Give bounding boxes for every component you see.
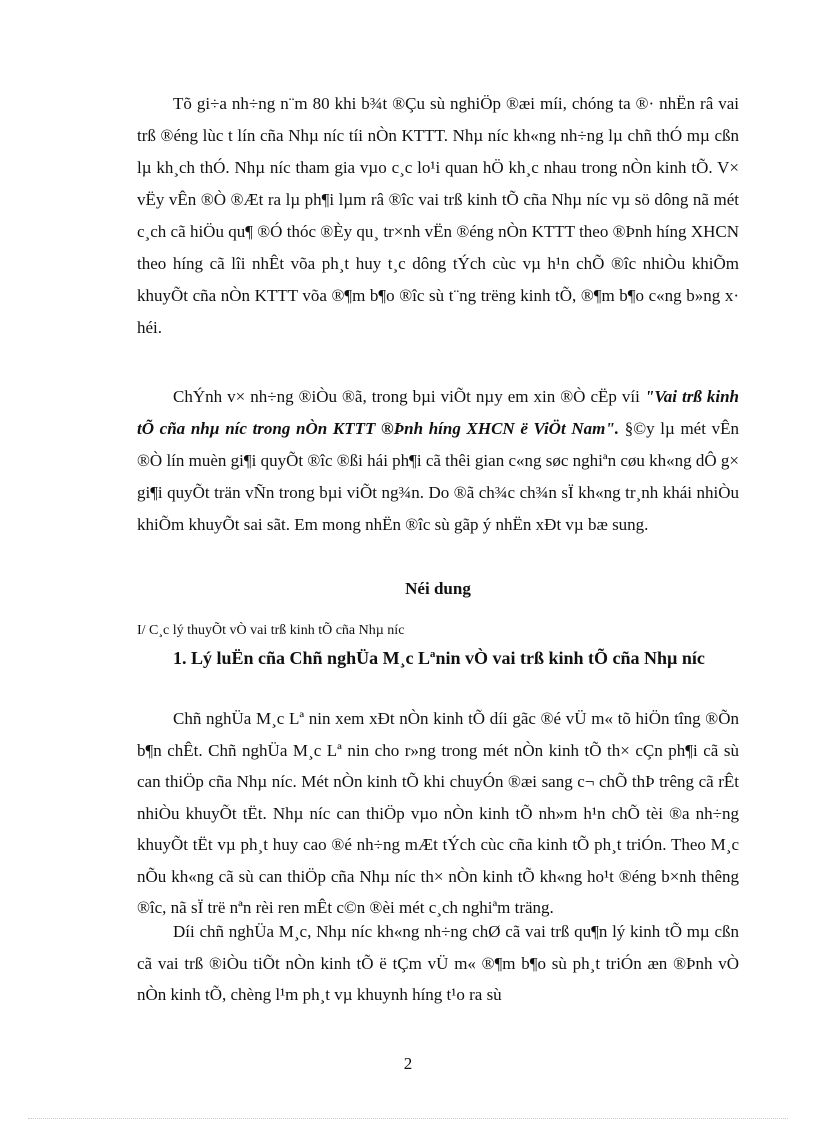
essay-title-emphasis: "Vai trß kinh tÕ cña nhµ níc trong nÒn KTTT ®Þnh híng XHCN ë ViÖt Nam".: [137, 387, 739, 438]
intro-paragraph-2: [137, 381, 739, 541]
page-bottom-divider: [28, 1118, 788, 1119]
intro-paragraph-2-start: ChÝnh v× nh÷ng ®iÒu ®ã, trong bµi viÕt nµy em xin ®Ò cËp víi: [173, 387, 645, 406]
content-heading: Néi dung: [405, 579, 471, 598]
intro-paragraph-2-end: §©y lµ mét vÊn ®Ò lín muèn gi¶i quyÕt ®îc ®ßi hái ph¶i cã thêi gian c«ng søc nghiªn cøu kh«ng dÔ g× gi¶i quyÕt trän vÑn trong bµi viÕt ng¾n. Do ®ã ch¾c ch¾n sÏ kh«ng tr¸nh khái nhiÒu khiÕm khuyÕt sai sãt. Em mong nhËn ®îc sù gãp ý nhËn xÐt vµ bæ sung.: [137, 419, 739, 534]
paragraph-3: Chñ nghÜa M¸c Lª nin xem xÐt nÒn kinh tÕ díi gãc ®é vÜ m« tõ hiÖn tîng ®Õn b¶n chÊt. Chñ nghÜa M¸c Lª nin cho r»ng trong mét nÒn kinh tÕ th× cÇn ph¶i cã sù can thiÖp cña Nhµ níc. Mét nÒn kinh tÕ khi chuyÓn ®æi sang c¬ chÕ thÞ trêng cã rÊt nhiÒu khuyÕt tËt. Nhµ níc can thiÖp vµo nÒn kinh tÕ nh»m h¹n chÕ tèi ®a nh÷ng khuyÕt tËt vµ ph¸t huy cao ®é nh÷ng mÆt tÝch cùc cña kinh tÕ ph¸t triÓn. Theo M¸c nÕu kh«ng cã sù can thiÖp cña Nhµ níc th× nÒn kinh tÕ kh«ng ho¹t ®éng b×nh thêng ®îc, nã sÏ trë nªn rèi ren mÊt c©n ®èi mét c¸ch nghiªm träng.: [137, 709, 739, 917]
section-1-heading: I/ C¸c lý thuyÕt vÒ vai trß kinh tÕ cña Nhµ níc: [137, 623, 405, 638]
paragraph-4: Díi chñ nghÜa M¸c, Nhµ níc kh«ng nh÷ng chØ cã vai trß qu¶n lý kinh tÕ mµ cßn cã vai trß ®iÒu tiÕt nÒn kinh tÕ ë tÇm vÜ m« ®¶m b¶o sù ph¸t triÓn æn ®Þnh vÒ nÒn kinh tÕ, chèng l¹m ph¸t vµ khuynh híng t¹o ra sù: [137, 922, 739, 1004]
page-number: 2: [403, 1054, 413, 1073]
subsection-1-heading: 1. Lý luËn cña Chñ nghÜa M¸c Lªnin vÒ vai trß kinh tÕ cña Nhµ níc: [173, 648, 705, 668]
intro-paragraph-1: Tõ gi÷a nh÷ng n¨m 80 khi b¾t ®Çu sù nghiÖp ®æi míi, chóng ta ®· nhËn râ vai trß ®éng lùc t lín cña Nhµ níc tíi nÒn KTTT. Nhµ níc kh«ng nh÷ng lµ chñ thÓ mµ cßn lµ kh¸ch thÓ. Nhµ níc tham gia vµo c¸c lo¹i quan hÖ kh¸c nhau trong nÒn kinh tÕ. V× vËy vÊn ®Ò ®Æt ra lµ ph¶i lµm râ ®îc vai trß kinh tÕ cña Nhµ níc vµ sö dông nã mét c¸ch cã hiÖu qu¶ ®Ó thóc ®Èy qu¸ tr×nh vËn ®éng nÒn KTTT theo ®Þnh híng XHCN theo híng cã lîi nhÊt võa ph¸t huy t¸c dông tÝch cùc vµ h¹n chÕ ®îc nhiÒu khiÕm khuyÕt cña nÒn KTTT võa ®¶m b¶o ®îc sù t¨ng trëng kinh tÕ, ®¶m b¶o c«ng b»ng x· héi.: [137, 94, 739, 337]
